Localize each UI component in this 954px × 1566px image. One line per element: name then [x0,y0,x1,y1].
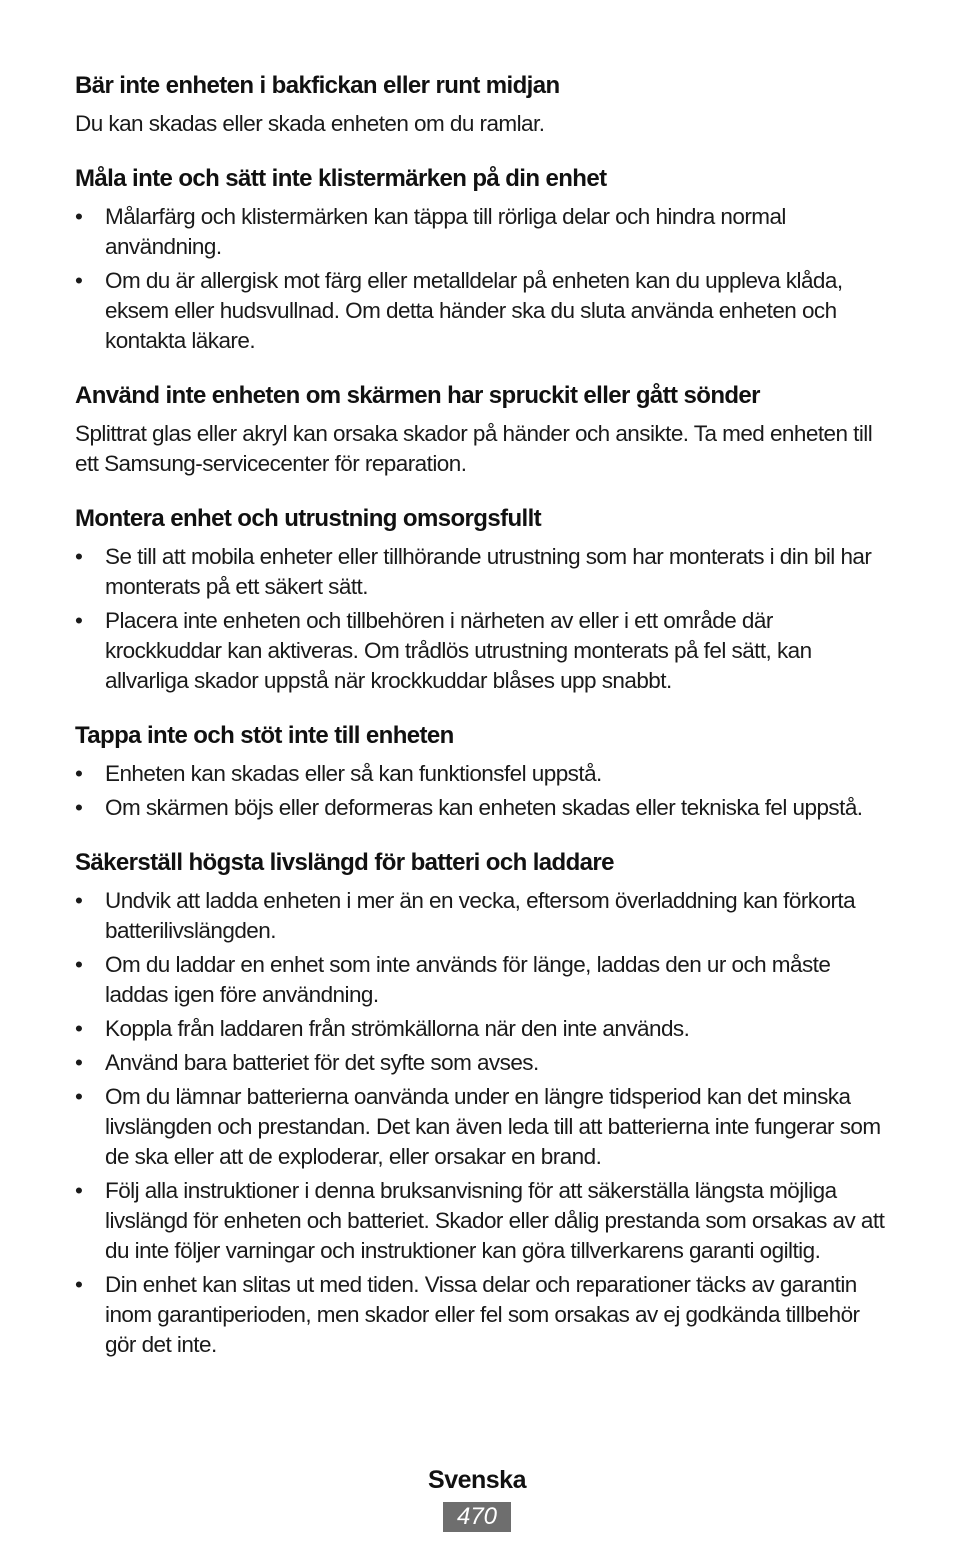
list-item [75,202,885,262]
section-paint-stickers [75,163,885,356]
list-item-text: Placera inte enheten och tillbehören i närheten av eller i ett område där krockkuddar kan aktiveras. Om trådlös utrustning monterats på fel sätt, kan allvarliga skador uppstå när krockkuddar blåses upp snabbt. [105,608,812,693]
list-item-text: Undvik att ladda enheten i mer än en vecka, eftersom överladdning kan förkorta batterilivslängden. [105,888,856,943]
section-cracked-screen [75,380,885,479]
section-paragraph: Du kan skadas eller skada enheten om du ramlar. [75,111,545,136]
section-heading: Bär inte enheten i bakfickan eller runt midjan [75,72,560,99]
section-back-pocket [75,70,885,139]
bullet-icon: • [75,608,83,633]
list-item-text: Koppla från laddaren från strömkällorna när den inte används. [105,1016,690,1041]
section-heading: Tappa inte och stöt inte till enheten [75,722,454,749]
bullet-icon: • [75,1084,83,1109]
list-item-text: Om du är allergisk mot färg eller metalldelar på enheten kan du uppleva klåda, eksem eller hudsvullnad. Om detta händer ska du sluta använda enheten och kontakta läkare. [105,268,843,353]
bullet-icon: • [75,204,83,229]
bullet-icon: • [75,1016,83,1041]
list-item [75,1176,885,1266]
page-footer [0,1464,954,1532]
page-number: 470 [443,1502,511,1532]
section-paragraph: Splittrat glas eller akryl kan orsaka skador på händer och ansikte. Ta med enheten till ett Samsung-servicecenter för reparation. [75,421,873,476]
list-item [75,759,885,789]
list-item-text: Använd bara batteriet för det syfte som avses. [105,1050,539,1075]
section-heading: Montera enhet och utrustning omsorgsfullt [75,505,542,532]
list-item [75,1270,885,1360]
list-item [75,793,885,823]
list-item [75,606,885,696]
bullet-icon: • [75,1050,83,1075]
list-item [75,1014,885,1044]
list-item [75,950,885,1010]
bullet-icon: • [75,268,83,293]
list-item-text: Målarfärg och klistermärken kan täppa till rörliga delar och hindra normal användning. [105,204,786,259]
list-item-text: Om du lämnar batterierna oanvända under en längre tidsperiod kan det minska livslängden och prestandan. Det kan även leda till att batterierna inte fungerar som de ska eller att de exploderar, eller orsakar en brand. [105,1084,881,1169]
list-item [75,886,885,946]
section-drop-impact [75,720,885,823]
list-item-text: Följ alla instruktioner i denna bruksanvisning för att säkerställa längsta möjliga livslängd för enheten och batteriet. Skador eller dålig prestanda som orsakas av att du inte följer varningar och instruktioner kan göra tillverkarens garanti ogiltig. [105,1178,885,1263]
bullet-list [75,202,885,356]
list-item [75,266,885,356]
bullet-list [75,759,885,823]
list-item-text: Om skärmen böjs eller deformeras kan enheten skadas eller tekniska fel uppstå. [105,795,863,820]
list-item [75,542,885,602]
section-heading: Använd inte enheten om skärmen har spruckit eller gått sönder [75,382,760,409]
section-battery-life [75,847,885,1360]
list-item [75,1048,885,1078]
list-item-text: Se till att mobila enheter eller tillhörande utrustning som har monterats i din bil har monterats på ett säkert sätt. [105,544,872,599]
bullet-icon: • [75,1178,83,1203]
bullet-list [75,886,885,1360]
document-body [75,70,885,1384]
bullet-icon: • [75,795,83,820]
bullet-list [75,542,885,696]
section-heading: Säkerställ högsta livslängd för batteri och laddare [75,849,614,876]
list-item [75,1082,885,1172]
bullet-icon: • [75,888,83,913]
bullet-icon: • [75,761,83,786]
bullet-icon: • [75,952,83,977]
bullet-icon: • [75,1272,83,1297]
list-item-text: Din enhet kan slitas ut med tiden. Vissa delar och reparationer täcks av garantin inom garantiperioden, men skador eller fel som orsakas av ej godkända tillbehör gör det inte. [105,1272,860,1357]
section-heading: Måla inte och sätt inte klistermärken på din enhet [75,165,607,192]
list-item-text: Om du laddar en enhet som inte används för länge, laddas den ur och måste laddas igen före användning. [105,952,831,1007]
section-mounting [75,503,885,696]
list-item-text: Enheten kan skadas eller så kan funktionsfel uppstå. [105,761,602,786]
language-label: Svenska [428,1466,526,1494]
bullet-icon: • [75,544,83,569]
